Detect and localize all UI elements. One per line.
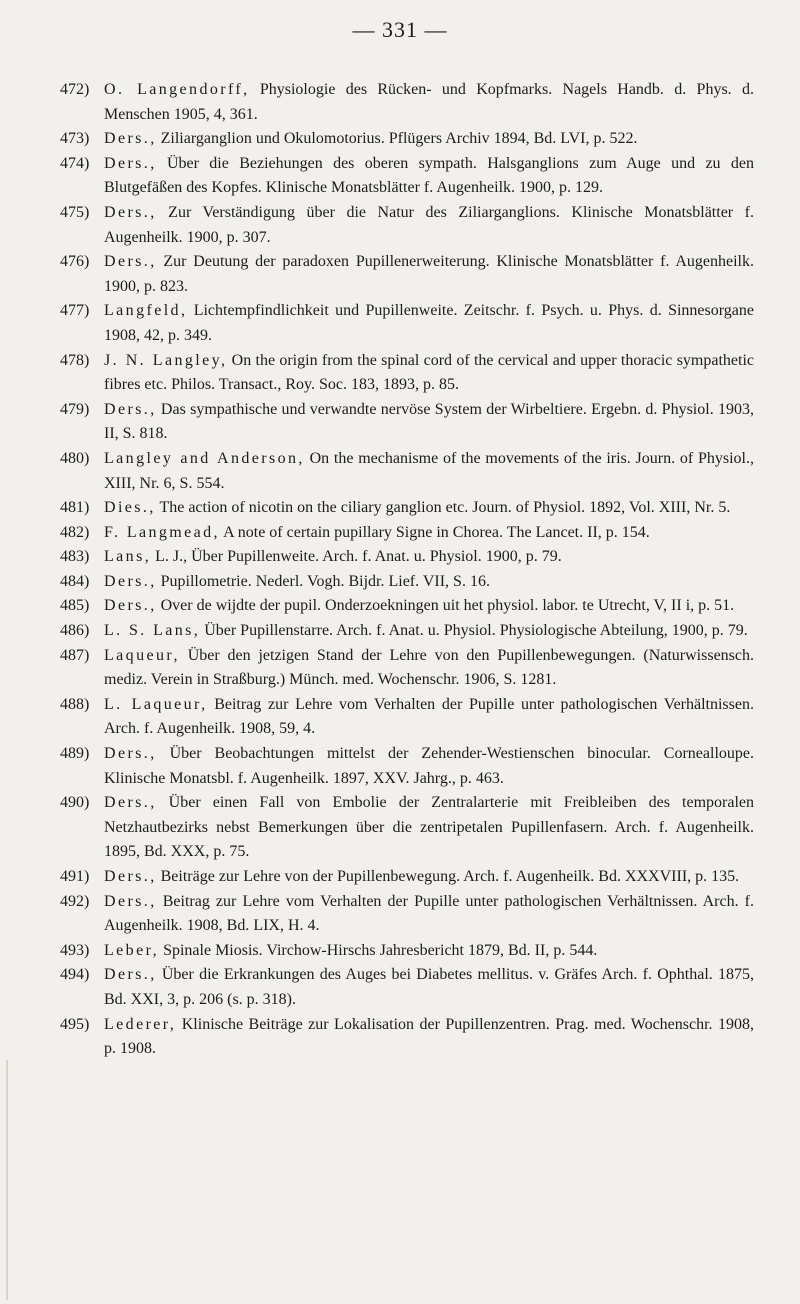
bibliography-entry [60,963,754,1012]
bibliography-entry [60,619,754,644]
entry-author: Ders., [104,154,157,172]
entry-number: 494) [60,966,90,984]
entry-citation: On the mechanisme of the movements of the iris. Journ. of Physiol., XIII, Nr. 6, S. 554. [104,449,754,492]
entry-author: Ders., [104,868,157,885]
entry-citation: Ziliarganglion und Okulomotorius. Pflügers Archiv 1894, Bd. LVI, p. 522. [156,130,638,148]
entry-number: 484) [60,572,90,590]
bibliography-entry [60,398,754,447]
bibliography-entry [60,570,754,595]
entry-author: Ders., [104,130,157,148]
entry-author: Langfeld, [104,302,188,320]
bibliography-entry [60,152,754,201]
entry-number: 495) [60,1015,90,1033]
bibliography-entry [60,127,754,152]
entry-author: Ders., [104,203,157,221]
entry-citation: Spinale Miosis. Virchow-Hirschs Jahresbericht 1879, Bd. II, p. 544. [159,941,598,959]
bibliography-entry [60,299,754,348]
entry-number: 479) [60,400,90,418]
page-edge-shadow [6,1060,8,1300]
entry-citation: Das sympathische und verwandte nervöse System der Wirbeltiere. Ergebn. d. Physiol. 1903, II, S. 818. [104,400,754,443]
page-number: — 331 — [352,17,448,42]
entry-number: 488) [60,695,90,713]
entry-citation: Über Beobachtungen mittelst der Zehender-Westienschen binocular. Cornealloupe. Klinische Monatsbl. f. Augenheilk. 1897, XXV. Jahrg., p. 463. [104,745,754,787]
entry-author: Ders., [104,966,157,984]
entry-author: L. Laqueur, [104,695,208,713]
entry-citation: Beitrag zur Lehre vom Verhalten der Pupille unter pathologischen Verhältnissen. Arch. f. Augenheilk. 1908, Bd. LIX, H. 4. [104,892,754,935]
bibliography-entry [60,545,754,570]
entry-number: 476) [60,253,90,271]
bibliography-entry [60,865,754,890]
entry-author: Lederer, [104,1015,177,1033]
entry-author: J. N. Langley, [104,351,228,369]
entry-citation: Zur Deutung der paradoxen Pupillenerweiterung. Klinische Monatsblätter f. Augenheilk. 1900, p. 823. [104,253,754,295]
entry-number: 482) [60,523,90,541]
entry-author: Ders., [104,794,157,812]
entry-number: 473) [60,130,90,148]
entry-number: 485) [60,597,90,615]
entry-number: 483) [60,548,90,566]
entry-author: Ders., [104,400,157,418]
bibliography-entry [60,939,754,964]
entry-number: 472) [60,81,90,98]
bibliography-entry [60,496,754,521]
entry-citation: Lichtempfindlichkeit und Pupillenweite. Zeitschr. f. Psych. u. Phys. d. Sinnesorgane 1908, 42, p. 349. [104,302,754,344]
bibliography-entry [60,521,754,546]
entry-citation: Beitrag zur Lehre vom Verhalten der Pupille unter pathologischen Verhältnissen. Arch. f. Augenheilk. 1908, 59, 4. [104,695,754,738]
bibliography-entry [60,644,754,693]
entry-number: 478) [60,351,90,369]
entry-number: 491) [60,868,90,885]
entry-author: Lans, [104,548,152,566]
bibliography-entry [60,791,754,865]
entry-author: Ders., [104,572,157,590]
entry-number: 475) [60,203,90,221]
entry-citation: The action of nicotin on the ciliary ganglion etc. Journ. of Physiol. 1892, Vol. XIII, Nr. 5. [155,499,731,517]
entry-citation: Über den jetzigen Stand der Lehre von den Pupillenbewegungen. (Naturwissensch. mediz. Verein in Straßburg.) Münch. med. Wochenschr. 1906, S. 1281. [104,646,754,689]
entry-citation: Zur Verständigung über die Natur des Ziliarganglions. Klinische Monatsblätter f. Augenheilk. 1900, p. 307. [104,203,754,246]
entry-number: 486) [60,622,90,640]
entry-author: Langley and Anderson, [104,449,305,467]
bibliography-entry [60,78,754,127]
entry-citation: Beiträge zur Lehre von der Pupillenbewegung. Arch. f. Augenheilk. Bd. XXXVIII, p. 135. [156,868,740,885]
entry-citation: Über die Erkrankungen des Auges bei Diabetes mellitus. v. Gräfes Arch. f. Ophthal. 1875, Bd. XXI, 3, p. 206 (s. p. 318). [104,966,754,1008]
entry-citation: Over de wijdte der pupil. Onderzoekningen uit het physiol. labor. te Utrecht, V, II i, p. 51. [156,597,735,615]
entry-number: 489) [60,745,90,763]
bibliography-entry [60,742,754,791]
entry-number: 480) [60,449,90,467]
entry-number: 487) [60,646,90,664]
entry-author: Leber, [104,941,160,959]
entry-citation: On the origin from the spinal cord of the cervical and upper thoracic sympathetic fibres etc. Philos. Transact., Roy. Soc. 183, 1893, p. 85. [104,351,754,394]
entry-number: 481) [60,499,90,517]
bibliography-entry [60,447,754,496]
entry-number: 477) [60,302,90,320]
bibliography-entry [60,890,754,939]
bibliography-entry [60,201,754,250]
entry-author: Ders., [104,745,157,763]
entry-author: Laqueur, [104,646,180,664]
entry-citation: Physiologie des Rücken- und Kopfmarks. Nagels Handb. d. Phys. d. Menschen 1905, 4, 361. [104,81,754,123]
entry-author: F. Langmead, [104,523,220,541]
entry-citation: Klinische Beiträge zur Lokalisation der Pupillenzentren. Prag. med. Wochenschr. 1908, p. 1908. [104,1015,754,1058]
entry-author: Ders., [104,597,157,615]
entry-author: Dies., [104,499,156,517]
bibliography-entry [60,250,754,299]
bibliography-entry [60,594,754,619]
entry-number: 474) [60,154,90,172]
entry-citation: Pupillometrie. Nederl. Vogh. Bijdr. Lief. VII, S. 16. [156,572,490,590]
entry-author: O. Langendorff, [104,81,250,98]
entry-author: L. S. Lans, [104,622,201,640]
entry-number: 493) [60,941,90,959]
entry-author: Ders., [104,253,157,271]
entry-citation: Über Pupillenstarre. Arch. f. Anat. u. Physiol. Physiologische Abteilung, 1900, p. 79. [200,622,748,640]
entry-citation: Über die Beziehungen des oberen sympath. Halsganglions zum Auge und zu den Blutgefäßen des Kopfes. Klinische Monatsblätter f. Augenheilk. 1900, p. 129. [104,154,754,197]
bibliography-entry [60,693,754,742]
entry-number: 492) [60,892,90,910]
bibliography-entry [60,1013,754,1062]
entry-number: 490) [60,794,90,812]
bibliography-list [60,78,754,1062]
entry-author: Ders., [104,892,157,910]
entry-citation: Über einen Fall von Embolie der Zentralarterie mit Freibleiben des temporalen Netzhautbezirks nebst Bemerkungen über die zentripetalen Pupillenfasern. Arch. f. Augenheilk. 1895, Bd. XXX, p. 75. [104,794,754,861]
bibliography-entry [60,349,754,398]
entry-citation: A note of certain pupillary Signe in Chorea. The Lancet. II, p. 154. [219,523,650,541]
entry-citation: L. J., Über Pupillenweite. Arch. f. Anat. u. Physiol. 1900, p. 79. [151,548,562,566]
